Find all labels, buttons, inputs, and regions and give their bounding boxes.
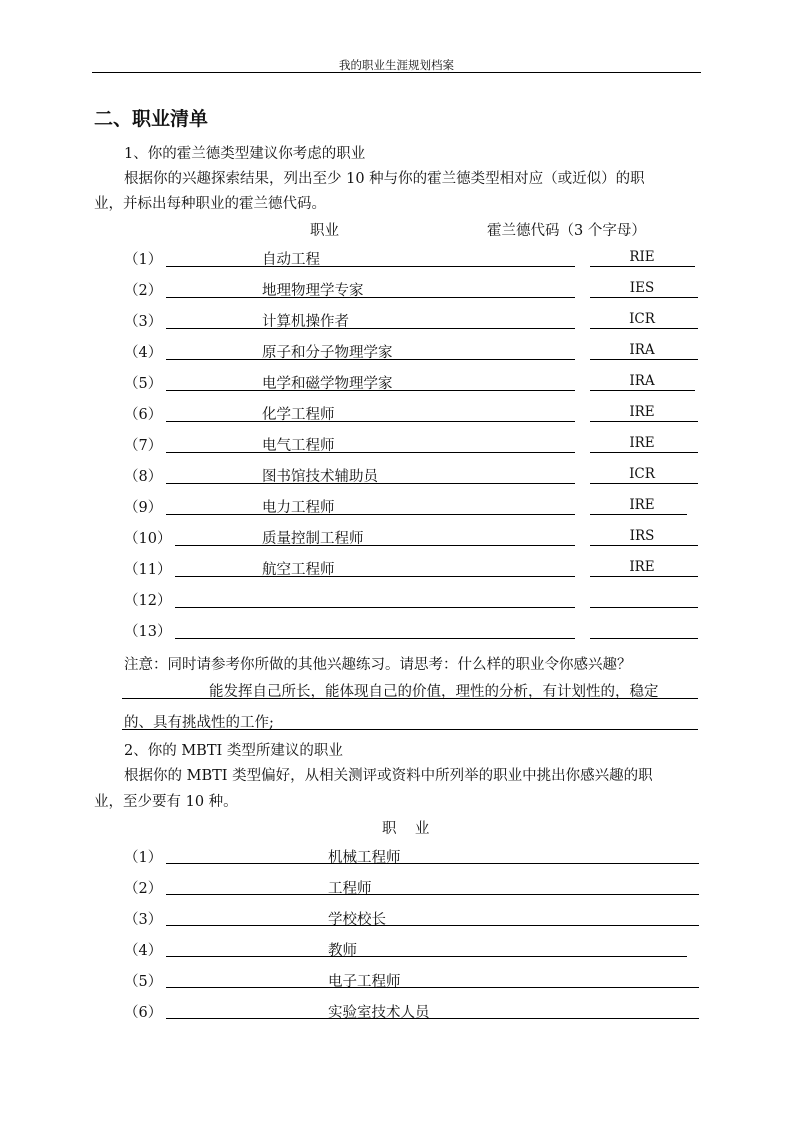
holland-row-career-underline [166,266,575,267]
holland-row-career-underline [175,607,575,608]
answer-line1: 能发挥自己所长，能体现自己的价值，理性的分析，有计划性的，稳定 [209,684,659,700]
mbti-row-career-underline [166,894,699,895]
holland-row-code: ICR [629,466,655,482]
holland-row-career-underline [166,359,575,360]
holland-row-career-underline [175,638,575,639]
mbti-row-career: 机械工程师 [328,850,401,866]
holland-row-career: 电力工程师 [262,500,335,516]
holland-row-number: （11） [124,562,172,578]
part2-column-header-career: 职 业 [382,821,430,837]
mbti-row-number: （3） [124,912,163,928]
answer-underline-1 [122,698,698,699]
holland-row-career: 自动工程 [262,252,320,268]
header-divider [92,72,701,73]
mbti-row-number: （6） [124,1005,163,1021]
part1-heading: 1、你的霍兰德类型建议你考虑的职业 [124,146,366,162]
holland-row-number: （13） [124,624,172,640]
holland-row-career-underline [175,576,575,577]
holland-row-number: （3） [124,314,163,330]
mbti-row-career-underline [166,987,699,988]
part1-intro-line1: 根据你的兴趣探索结果，列出至少 10 种与你的霍兰德类型相对应（或近似）的职 [124,171,645,187]
holland-row-code: IRE [629,559,655,575]
holland-row-code: IRA [629,342,655,358]
holland-row-code-underline [590,359,698,360]
answer-underline-2 [122,729,698,730]
mbti-row-career: 学校校长 [328,912,386,928]
holland-row-career: 原子和分子物理学家 [262,345,393,361]
holland-row-code-underline [590,390,695,391]
holland-row-career-underline [166,328,575,329]
holland-row-career: 图书馆技术辅助员 [262,469,378,485]
holland-row-number: （5） [124,376,163,392]
holland-row-code-underline [590,266,695,267]
holland-row-career-underline [166,483,575,484]
holland-row-code-underline [590,328,698,329]
column-header-career: 职业 [310,223,339,239]
holland-row-code: IRE [629,404,655,420]
holland-row-career: 计算机操作者 [262,314,349,330]
mbti-row-career: 电子工程师 [328,974,401,990]
holland-row-code: IRS [629,528,655,544]
holland-row-code-underline [590,483,698,484]
holland-row-career: 航空工程师 [262,562,335,578]
holland-row-code: IRA [629,373,655,389]
holland-row-code: IRE [629,435,655,451]
mbti-row-number: （1） [124,850,163,866]
part2-intro-line1: 根据你的 MBTI 类型偏好，从相关测评或资料中所列举的职业中挑出你感兴趣的职 [124,768,653,784]
holland-row-code: ICR [629,311,655,327]
holland-row-code-underline [590,297,698,298]
holland-row-career: 电气工程师 [262,438,335,454]
holland-row-career-underline [166,390,575,391]
holland-row-code-underline [590,514,687,515]
holland-row-number: （12） [124,593,172,609]
column-header-holland-code: 霍兰德代码（3 个字母） [487,223,646,239]
note-text: 注意：同时请参考你所做的其他兴趣练习。请思考：什么样的职业令你感兴趣？ [124,657,632,673]
holland-row-code: RIE [629,249,655,265]
holland-row-code-underline [590,607,698,608]
holland-row-number: （8） [124,469,163,485]
mbti-row-number: （2） [124,881,163,897]
mbti-row-career-underline [166,925,699,926]
section-title: 二、职业清单 [94,108,209,130]
part1-intro-line2: 业，并标出每种职业的霍兰德代码。 [94,196,326,212]
holland-row-career-underline [166,297,575,298]
holland-row-number: （10） [124,531,172,547]
part2-intro-line2: 业，至少要有 10 种。 [94,794,238,810]
holland-row-number: （7） [124,438,163,454]
mbti-row-career-underline [166,956,687,957]
holland-row-code-underline [590,421,698,422]
mbti-row-career-underline [166,863,699,864]
holland-row-code-underline [590,452,698,453]
mbti-row-number: （4） [124,943,163,959]
holland-row-number: （6） [124,407,163,423]
holland-row-career-underline [175,545,575,546]
mbti-row-career: 实验室技术人员 [328,1005,430,1021]
holland-row-career: 地理物理学专家 [262,283,364,299]
answer-line2: 的、具有挑战性的工作; [124,715,274,731]
holland-row-code: IES [629,280,655,296]
holland-row-code-underline [590,638,698,639]
holland-row-number: （4） [124,345,163,361]
holland-row-career-underline [166,514,575,515]
document-header-title: 我的职业生涯规划档案 [339,58,454,72]
mbti-row-career-underline [166,1018,699,1019]
holland-row-code-underline [590,576,698,577]
holland-row-code-underline [590,545,698,546]
mbti-row-career: 教师 [328,943,357,959]
holland-row-number: （1） [124,252,163,268]
holland-row-career-underline [166,452,575,453]
part2-heading: 2、你的 MBTI 类型所建议的职业 [124,743,343,759]
mbti-row-career: 工程师 [328,881,372,897]
holland-row-code: IRE [629,497,655,513]
holland-row-number: （9） [124,500,163,516]
holland-row-number: （2） [124,283,163,299]
holland-row-career: 质量控制工程师 [262,531,364,547]
mbti-row-number: （5） [124,974,163,990]
holland-row-career-underline [166,421,575,422]
holland-row-career: 电学和磁学物理学家 [262,376,393,392]
holland-row-career: 化学工程师 [262,407,335,423]
